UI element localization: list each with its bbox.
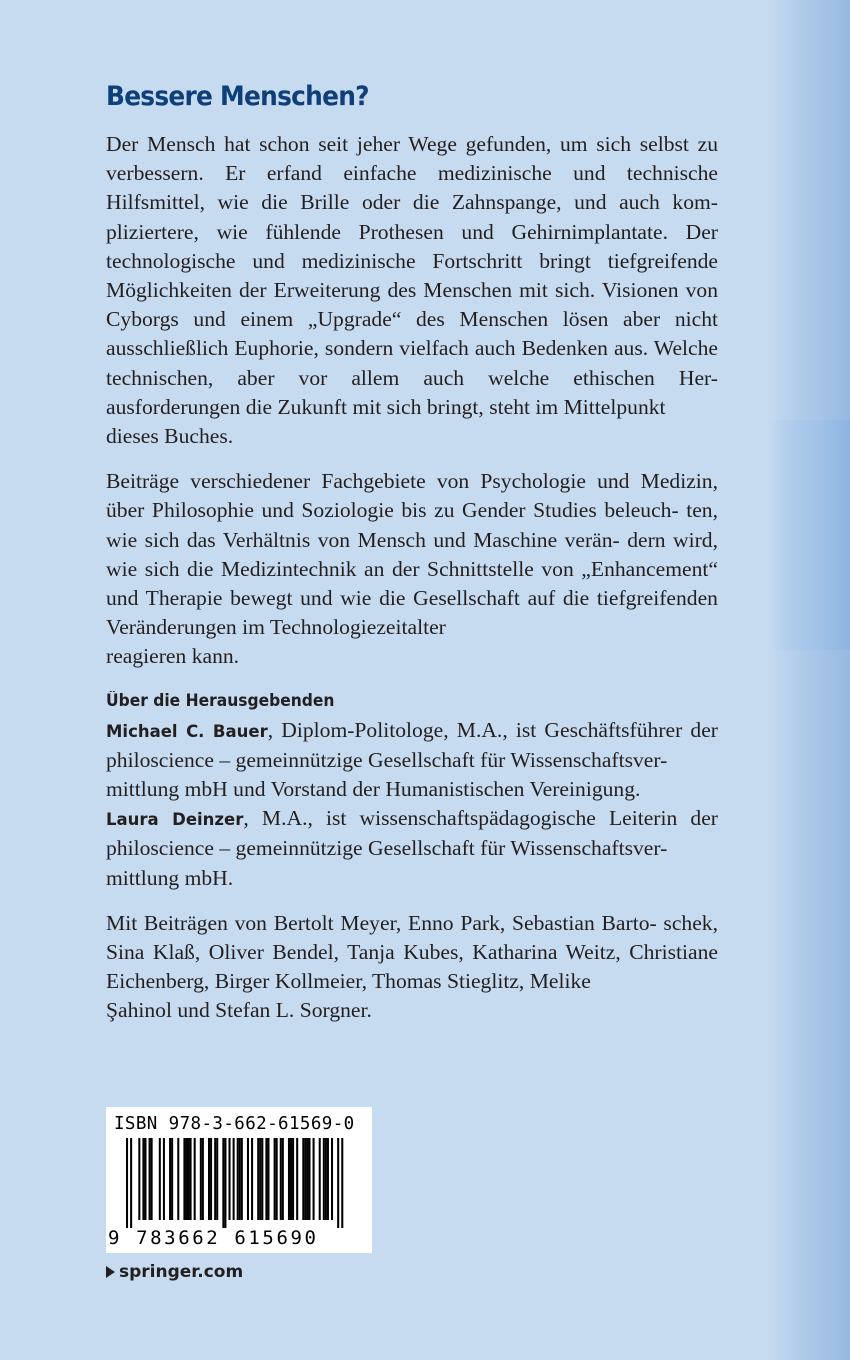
- barcode-bar: [257, 1138, 259, 1220]
- bio-bauer: Michael C. Bauer, Diplom-Politologe, M.A., ist Geschäftsführer der philoscience – gemeinnützige Gesellschaft für Wissenschaftsver- mittlung mbH und Vorstand der Humanistischen Vereinigung.: [106, 717, 719, 802]
- isbn-label: ISBN 978-3-662-61569-0: [114, 1114, 355, 1134]
- barcode-bar: [265, 1138, 267, 1220]
- barcode-bar: [319, 1138, 321, 1220]
- barcode-bar: [169, 1138, 171, 1220]
- barcode-bar: [151, 1138, 153, 1220]
- barcode-bar: [233, 1138, 235, 1220]
- barcode-bar: [276, 1138, 278, 1220]
- barcode-bar: [163, 1138, 165, 1220]
- barcode-bar: [247, 1138, 249, 1220]
- barcode-bar: [304, 1138, 306, 1220]
- contributors-paragraph: Mit Beiträgen von Bertolt Meyer, Enno Park, Sebastian Barto- schek, Sina Klaß, Oliver Bendel, Tanja Kubes, Katharina Weitz, Christiane Eichenberg, Birger Kollmeier, Thomas Stieglitz, Melike Şahinol und Stefan L. Sorgner.: [106, 910, 718, 1023]
- barcode-bar: [241, 1138, 243, 1220]
- barcode-bar: [183, 1138, 185, 1220]
- barcode-bar: [274, 1138, 276, 1220]
- barcode-bar: [331, 1138, 333, 1220]
- barcode-bars: [126, 1138, 352, 1228]
- barcode-bar: [261, 1138, 263, 1220]
- barcode-bar: [237, 1138, 239, 1220]
- barcode-bar: [210, 1138, 212, 1220]
- intro-paragraph: Der Mensch hat schon seit jeher Wege gefunden, um sich selbst zu verbessern. Er erfand einfache medizinische und technische Hilfsmittel, wie die Brille oder die Zahnspange, und auch kom- pliziertere, wie fühlende Prothesen und Gehirnimplantate. Der technologische und medizinische Fortschritt bringt tiefgreifende Möglichkeiten der Erweiterung des Menschen mit sich. Visionen von Cyborgs und einem „Upgrade“ des Menschen lösen aber nicht ausschließlich Euphorie, sondern vielfach auch Bedenken aus. Welche technischen, aber vor allem auch welche ethischen Her- ausforderungen die Zukunft mit sich bringt, steht im Mittelpunkt dieses Buches.: [106, 132, 719, 449]
- barcode-bar: [308, 1138, 310, 1220]
- barcode-bar: [313, 1138, 315, 1220]
- barcode-bar: [171, 1138, 173, 1220]
- barcode-bar: [222, 1138, 224, 1228]
- barcode-bar: [280, 1138, 282, 1220]
- barcode-bar: [200, 1138, 202, 1220]
- barcode-bar: [142, 1138, 144, 1220]
- barcode-bar: [239, 1138, 241, 1220]
- barcode-bar: [144, 1138, 146, 1220]
- barcode-bar: [126, 1138, 128, 1228]
- website-link[interactable]: [106, 1262, 243, 1282]
- spine-gradient: [768, 0, 850, 1360]
- barcode-bar: [302, 1138, 304, 1220]
- barcode-bar: [188, 1138, 190, 1220]
- barcode-bar: [130, 1138, 132, 1228]
- page-title: Bessere Menschen?: [106, 81, 369, 112]
- barcode-bar: [216, 1138, 218, 1220]
- barcode-bar: [208, 1138, 210, 1220]
- barcode-bar: [306, 1138, 308, 1220]
- barcode-bar: [159, 1138, 161, 1220]
- isbn-barcode: [106, 1107, 372, 1253]
- barcode-bar: [185, 1138, 187, 1220]
- barcode-bar: [149, 1138, 151, 1220]
- website-label: springer.com: [119, 1262, 244, 1282]
- editor-name-bauer: Michael C. Bauer: [106, 721, 268, 741]
- barcode-bar: [292, 1138, 294, 1220]
- barcode-bar: [282, 1138, 284, 1220]
- barcode-bar: [177, 1138, 179, 1220]
- barcode-bar: [325, 1138, 327, 1220]
- barcode-bar: [224, 1138, 226, 1228]
- editor-name-deinzer: Laura Deinzer: [106, 810, 244, 830]
- barcode-digits: 9 783662 615690: [108, 1227, 319, 1249]
- barcode-bar: [190, 1138, 192, 1220]
- back-cover-text: [106, 80, 718, 1042]
- barcode-bar: [202, 1138, 204, 1220]
- editors-heading: Über die Herausgebenden: [106, 690, 335, 710]
- topics-paragraph: Beiträge verschiedener Fachgebiete von Psychologie und Medizin, über Philosophie und Soziologie bis zu Gender Studies beleuch- ten, wie sich das Verhältnis von Mensch und Maschine verän- dern wird, wie sich die Medizintechnik an der Schnittstelle von „Enhancement“ und Therapie bewegt und wie die Gesellschaft auf die tiefgreifenden Veränderungen im Technologiezeitalter reagieren kann.: [106, 469, 719, 669]
- spine-highlight: [768, 420, 850, 650]
- barcode-bar: [327, 1138, 329, 1220]
- barcode-bar: [214, 1138, 216, 1220]
- barcode-bar: [341, 1138, 343, 1228]
- barcode-bar: [229, 1138, 231, 1220]
- bio-deinzer: Laura Deinzer, M.A., ist wissenschaftspädagogische Leiterin der philoscience – gemeinnützige Gesellschaft für Wissenschaftsver- mittlung mbH.: [106, 806, 718, 890]
- barcode-bar: [296, 1138, 298, 1220]
- barcode-bar: [138, 1138, 140, 1220]
- arrow-right-icon: [106, 1266, 115, 1278]
- barcode-bar: [288, 1138, 290, 1220]
- barcode-bar: [259, 1138, 261, 1220]
- barcode-bar: [290, 1138, 292, 1220]
- barcode-bar: [267, 1138, 269, 1220]
- barcode-bar: [251, 1138, 253, 1220]
- barcode-bar: [323, 1138, 325, 1220]
- barcode-bar: [337, 1138, 339, 1228]
- barcode-bar: [194, 1138, 196, 1220]
